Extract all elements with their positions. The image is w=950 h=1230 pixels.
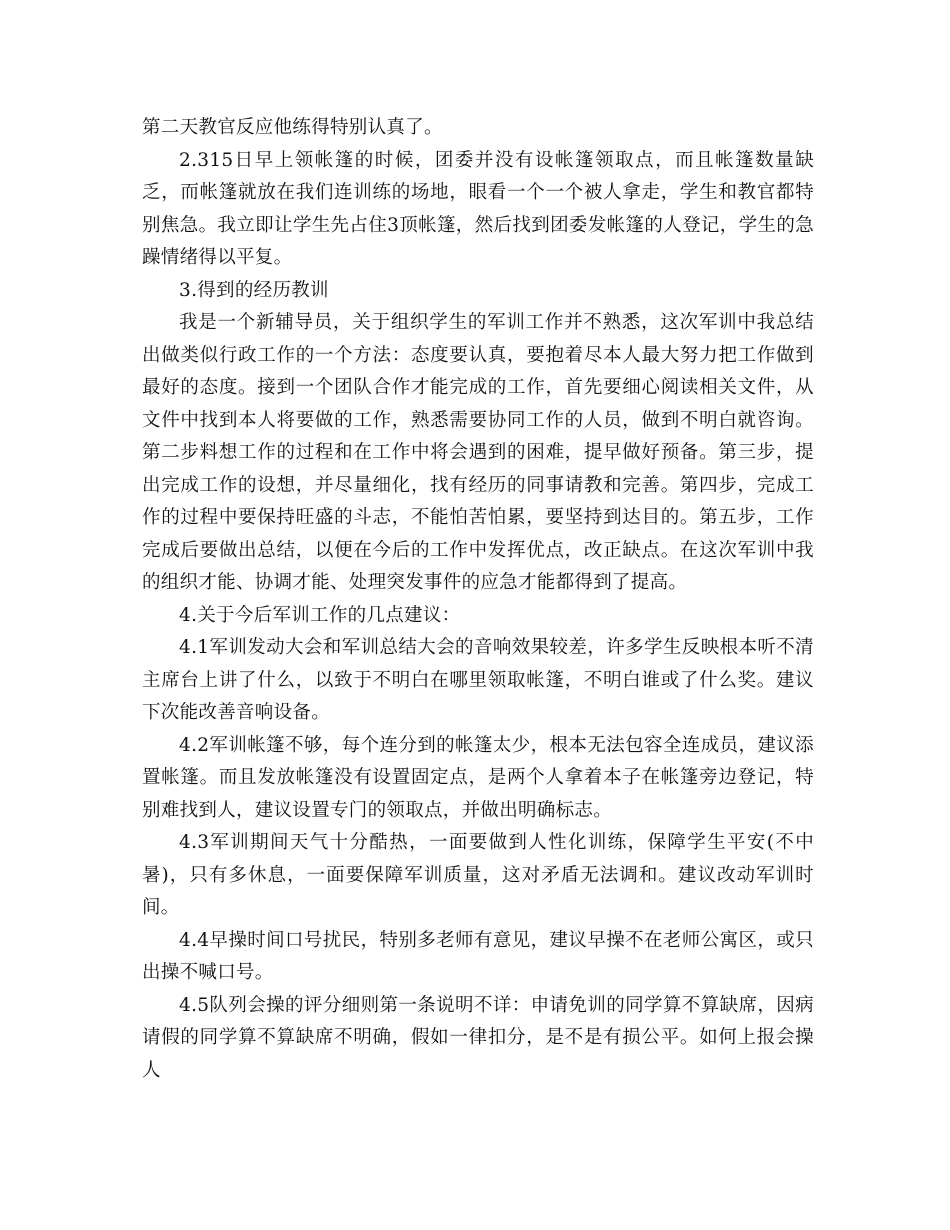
paragraph-1: 第二天教官反应他练得特别认真了。 bbox=[142, 117, 443, 138]
section-heading-3: 3.得到的经历教训 bbox=[179, 279, 329, 301]
paragraph-4: 我是一个新辅导员，关于组织学生的军训工作并不熟悉，这次军训中我总结出做类似行政工作的一个方法：态度要认真，要抱着尽本人最大努力把工作做到最好的态度。接到一个团队合作才能完成的工作，首先要细心阅读相关文件，从文件中找到本人将要做的工作，熟悉需要协同工作的人员，做到不明白就咨询。第二步料想工作的过程和在工作中将会遇到的困难，提早做好预备。第三步，提出完成工作的设想，并尽量细化，找有经历的同事请教和完善。第四步，完成工作的过程中要保持旺盛的斗志，不能怕苦怕累，要坚持到达目的。第五步，工作完成后要做出总结，以便在今后的工作中发挥优点，改正缺点。在这次军训中我的组织才能、协调才能、处理突发事件的应急才能都得到了提高。 bbox=[142, 312, 814, 593]
suggestion-4-3: 4.3军训期间天气十分酷热，一面要做到人性化训练，保障学生平安(不中暑)，只有多休息，一面要保障军训质量，这对矛盾无法调和。建议改动军训时间。 bbox=[142, 832, 814, 918]
suggestion-4-2: 4.2军训帐篷不够，每个连分到的帐篷太少，根本无法包容全连成员，建议添置帐篷。而且发放帐篷没有设置固定点，是两个人拿着本子在帐篷旁边登记，特别难找到人，建议设置专门的领取点，并做出明确标志。 bbox=[142, 734, 814, 821]
paragraph-2: 2.315日早上领帐篷的时候，团委并没有设帐篷领取点，而且帐篷数量缺乏，而帐篷就放在我们连训练的场地，眼看一个一个被人拿走，学生和教官都特别焦急。我立即让学生先占住3顶帐篷，然后找到团委发帐篷的人登记，学生的急躁情绪得以平复。 bbox=[142, 149, 814, 268]
suggestion-4-5: 4.5队列会操的评分细则第一条说明不详：申请免训的同学算不算缺席，因病请假的同学算不算缺席不明确，假如一律扣分，是不是有损公平。如何上报会操人 bbox=[142, 994, 814, 1081]
suggestion-4-1: 4.1军训发动大会和军训总结大会的音响效果较差，许多学生反映根本听不清主席台上讲了什么，以致于不明白在哪里领取帐篷，不明白谁或了什么奖。建议下次能改善音响设备。 bbox=[142, 637, 814, 723]
document-body bbox=[142, 112, 814, 1087]
suggestion-4-4: 4.4早操时间口号扰民，特别多老师有意见，建议早操不在老师公寓区，或只出操不喊口号。 bbox=[142, 929, 814, 983]
section-heading-4: 4.关于今后军训工作的几点建议： bbox=[179, 604, 461, 626]
